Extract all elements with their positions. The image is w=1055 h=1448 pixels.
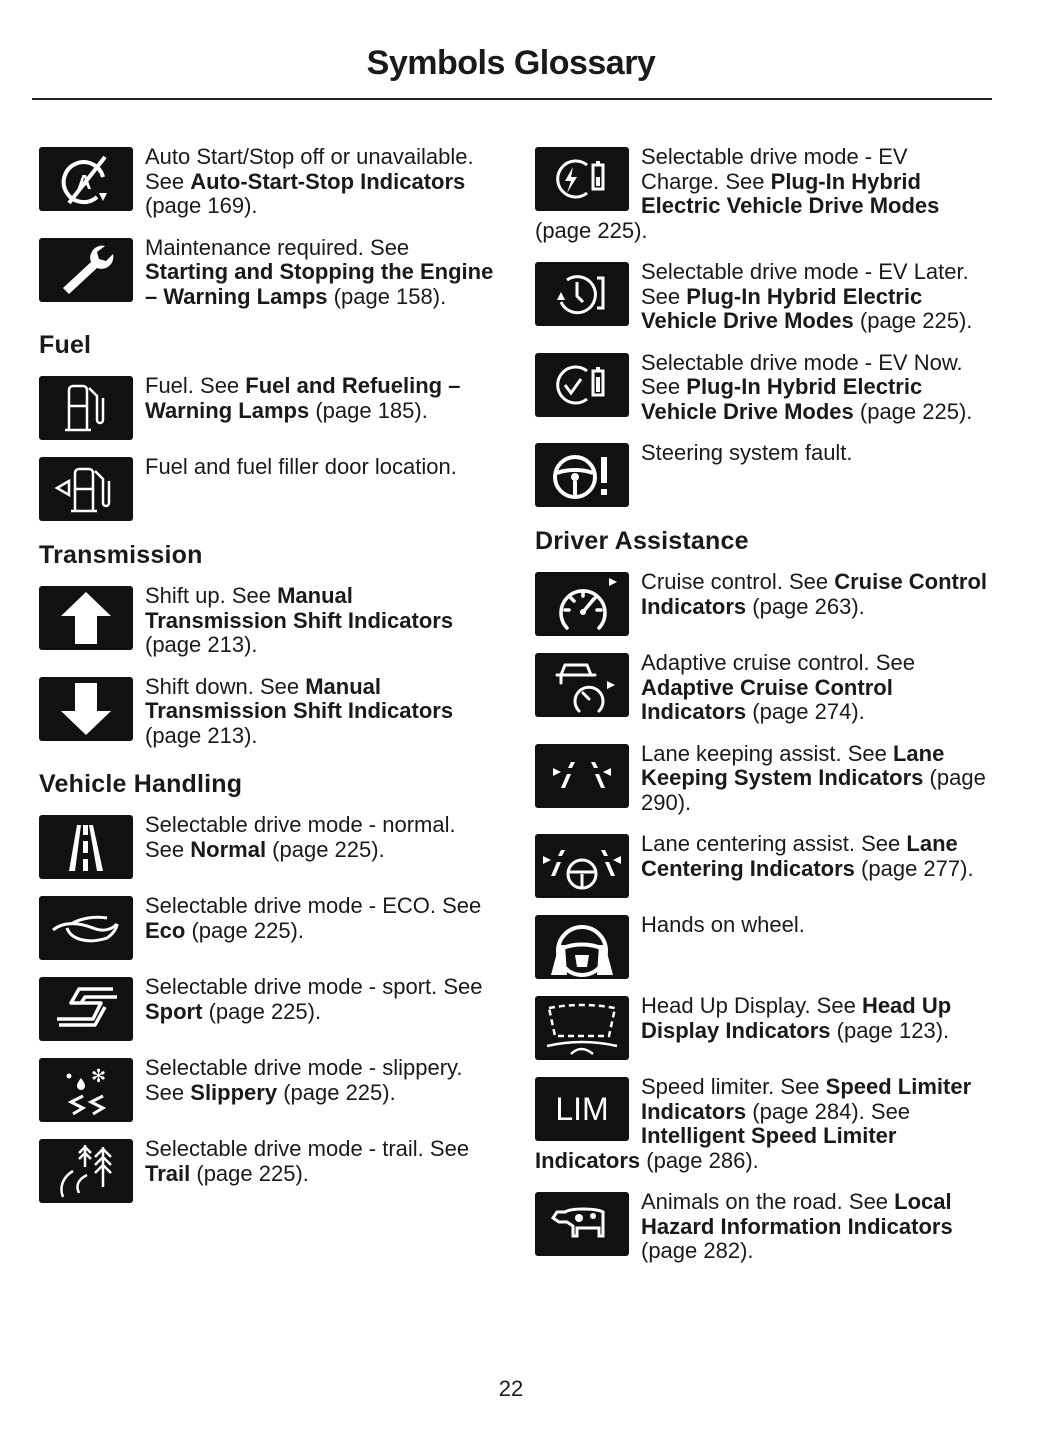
page-title: Symbols Glossary (366, 44, 656, 82)
cross-reference-link[interactable]: Auto-Start-Stop Indicators (190, 168, 466, 194)
lane-keeping-icon (535, 744, 629, 808)
svg-text:✻: ✻ (91, 1066, 107, 1087)
cross-reference-link[interactable]: Sport (145, 998, 203, 1024)
cross-reference-link[interactable]: Speed Limiter Indicators (641, 1074, 972, 1124)
wrench-icon (39, 238, 133, 302)
glossary-entry: Selectable drive mode - trail. See Trail (page 225). (39, 1137, 494, 1201)
glossary-entry: Selectable drive mode - sport. See Sport (page 225). (39, 975, 494, 1039)
section-heading-transmission: Transmission (39, 541, 203, 569)
glossary-entry: Fuel and fuel filler door location. (39, 455, 494, 519)
steering-fault-icon (535, 443, 629, 507)
glossary-entry: Selectable drive mode - ECO. See Eco (page 225). (39, 894, 494, 958)
lane-centering-icon (535, 834, 629, 898)
cross-reference-link[interactable]: Eco (145, 917, 186, 943)
ev-later-clock-icon (535, 262, 629, 326)
road-normal-icon (39, 815, 133, 879)
glossary-entry: Hands on wheel. (535, 913, 990, 977)
glossary-entry: Animals on the road. See Local Hazard Information Indicators (page 282). (535, 1190, 990, 1264)
cross-reference-link[interactable]: Plug-In Hybrid Electric Vehicle Drive Modes (641, 168, 940, 218)
leaf-eco-icon (39, 896, 133, 960)
glossary-entry: ✻ Selectable drive mode - slippery. See Slippery (page 225). (39, 1056, 494, 1120)
hands-on-wheel-icon (535, 915, 629, 979)
section-heading-fuel: Fuel (39, 331, 92, 359)
cross-reference-link[interactable]: Head Up Display Indicators (641, 993, 952, 1043)
cross-reference-link[interactable]: Adaptive Cruise Control Indicators (641, 674, 893, 724)
cross-reference-link[interactable]: Manual Transmission Shift Indicators (145, 673, 454, 723)
glossary-entry: A Auto Start/Stop off or unavailable. See Auto-Start-Stop Indicators (page 169). (39, 145, 494, 219)
cross-reference-link[interactable]: Cruise Control Indicators (641, 569, 987, 619)
auto-start-stop-off-icon (39, 147, 133, 211)
glossary-entry: Shift down. See Manual Transmission Shift Indicators (page 213). (39, 675, 494, 749)
cross-reference-link[interactable]: Plug-In Hybrid Electric Vehicle Drive Modes (641, 374, 923, 424)
cross-reference-link[interactable]: Plug-In Hybrid Electric Vehicle Drive Modes (641, 283, 923, 333)
trail-trees-icon (39, 1139, 133, 1203)
ev-now-check-icon (535, 353, 629, 417)
glossary-entry: Lane keeping assist. See Lane Keeping System Indicators (page 290). (535, 742, 990, 816)
sport-s-icon (39, 977, 133, 1041)
cross-reference-link[interactable]: Trail (145, 1160, 191, 1186)
cross-reference-link[interactable]: Local Hazard Information Indicators (641, 1189, 953, 1239)
glossary-entry: Maintenance required. See Starting and Stopping the Engine – Warning Lamps (page 158). (39, 236, 494, 310)
shift-down-arrow-icon (39, 677, 133, 741)
animal-cow-icon (535, 1192, 629, 1256)
adaptive-cruise-icon (535, 653, 629, 717)
glossary-entry: Adaptive cruise control. See Adaptive Cruise Control Indicators (page 274). (535, 651, 990, 725)
glossary-entry: Selectable drive mode - EV Charge. See Plug-In Hybrid Electric Vehicle Drive Modes (page 225). (535, 144, 940, 243)
glossary-entry: Lane centering assist. See Lane Centering Indicators (page 277). (535, 832, 990, 896)
fuel-door-location-icon (39, 457, 133, 521)
glossary-entry: Selectable drive mode - normal. See Normal (page 225). (39, 813, 494, 877)
right-column (535, 145, 990, 1281)
glossary-entry: Selectable drive mode - EV Later. See Plug-In Hybrid Electric Vehicle Drive Modes (page 225). (535, 260, 990, 334)
cruise-control-icon (535, 572, 629, 636)
cross-reference-link[interactable]: Starting and Stopping the Engine – Warning Lamps (145, 259, 494, 309)
glossary-entry: Head Up Display. See Head Up Display Indicators (page 123). (535, 994, 990, 1058)
left-column (39, 145, 494, 1218)
glossary-entry: Selectable drive mode - EV Now. See Plug-In Hybrid Electric Vehicle Drive Modes (page 225). (535, 351, 990, 425)
glossary-entry: Fuel. See Fuel and Refueling – Warning Lamps (page 185). (39, 374, 494, 438)
slippery-snow-icon (39, 1058, 133, 1122)
cross-reference-link[interactable]: Lane Centering Indicators (641, 831, 958, 881)
head-up-display-icon (535, 996, 629, 1060)
page-number: 22 (498, 1376, 524, 1401)
cross-reference-link[interactable]: Manual Transmission Shift Indicators (145, 583, 454, 633)
title-divider (32, 98, 992, 100)
cross-reference-link[interactable]: Normal (190, 836, 267, 862)
speed-limiter-icon: LIM (535, 1077, 629, 1141)
glossary-entry: LIM Speed limiter. See Speed Limiter Indicators (page 284). See Intelligent Speed Limiter Indicators (page 286). (535, 1074, 972, 1173)
svg-text:A: A (77, 172, 92, 194)
glossary-entry: Cruise control. See Cruise Control Indicators (page 263). (535, 570, 990, 634)
cross-reference-link[interactable]: Lane Keeping System Indicators (641, 740, 945, 790)
glossary-entry: Steering system fault. (535, 441, 990, 505)
section-heading-vehicle-handling: Vehicle Handling (39, 770, 243, 798)
glossary-entry: Shift up. See Manual Transmission Shift Indicators (page 213). (39, 584, 494, 658)
section-heading-driver-assistance: Driver Assistance (535, 527, 749, 555)
fuel-pump-icon (39, 376, 133, 440)
shift-up-arrow-icon (39, 586, 133, 650)
cross-reference-link[interactable]: Fuel and Refueling – Warning Lamps (145, 373, 461, 423)
cross-reference-link[interactable]: Intelligent Speed Limiter Indicators (535, 1123, 897, 1173)
ev-charge-icon (535, 147, 629, 211)
cross-reference-link[interactable]: Slippery (190, 1079, 278, 1105)
